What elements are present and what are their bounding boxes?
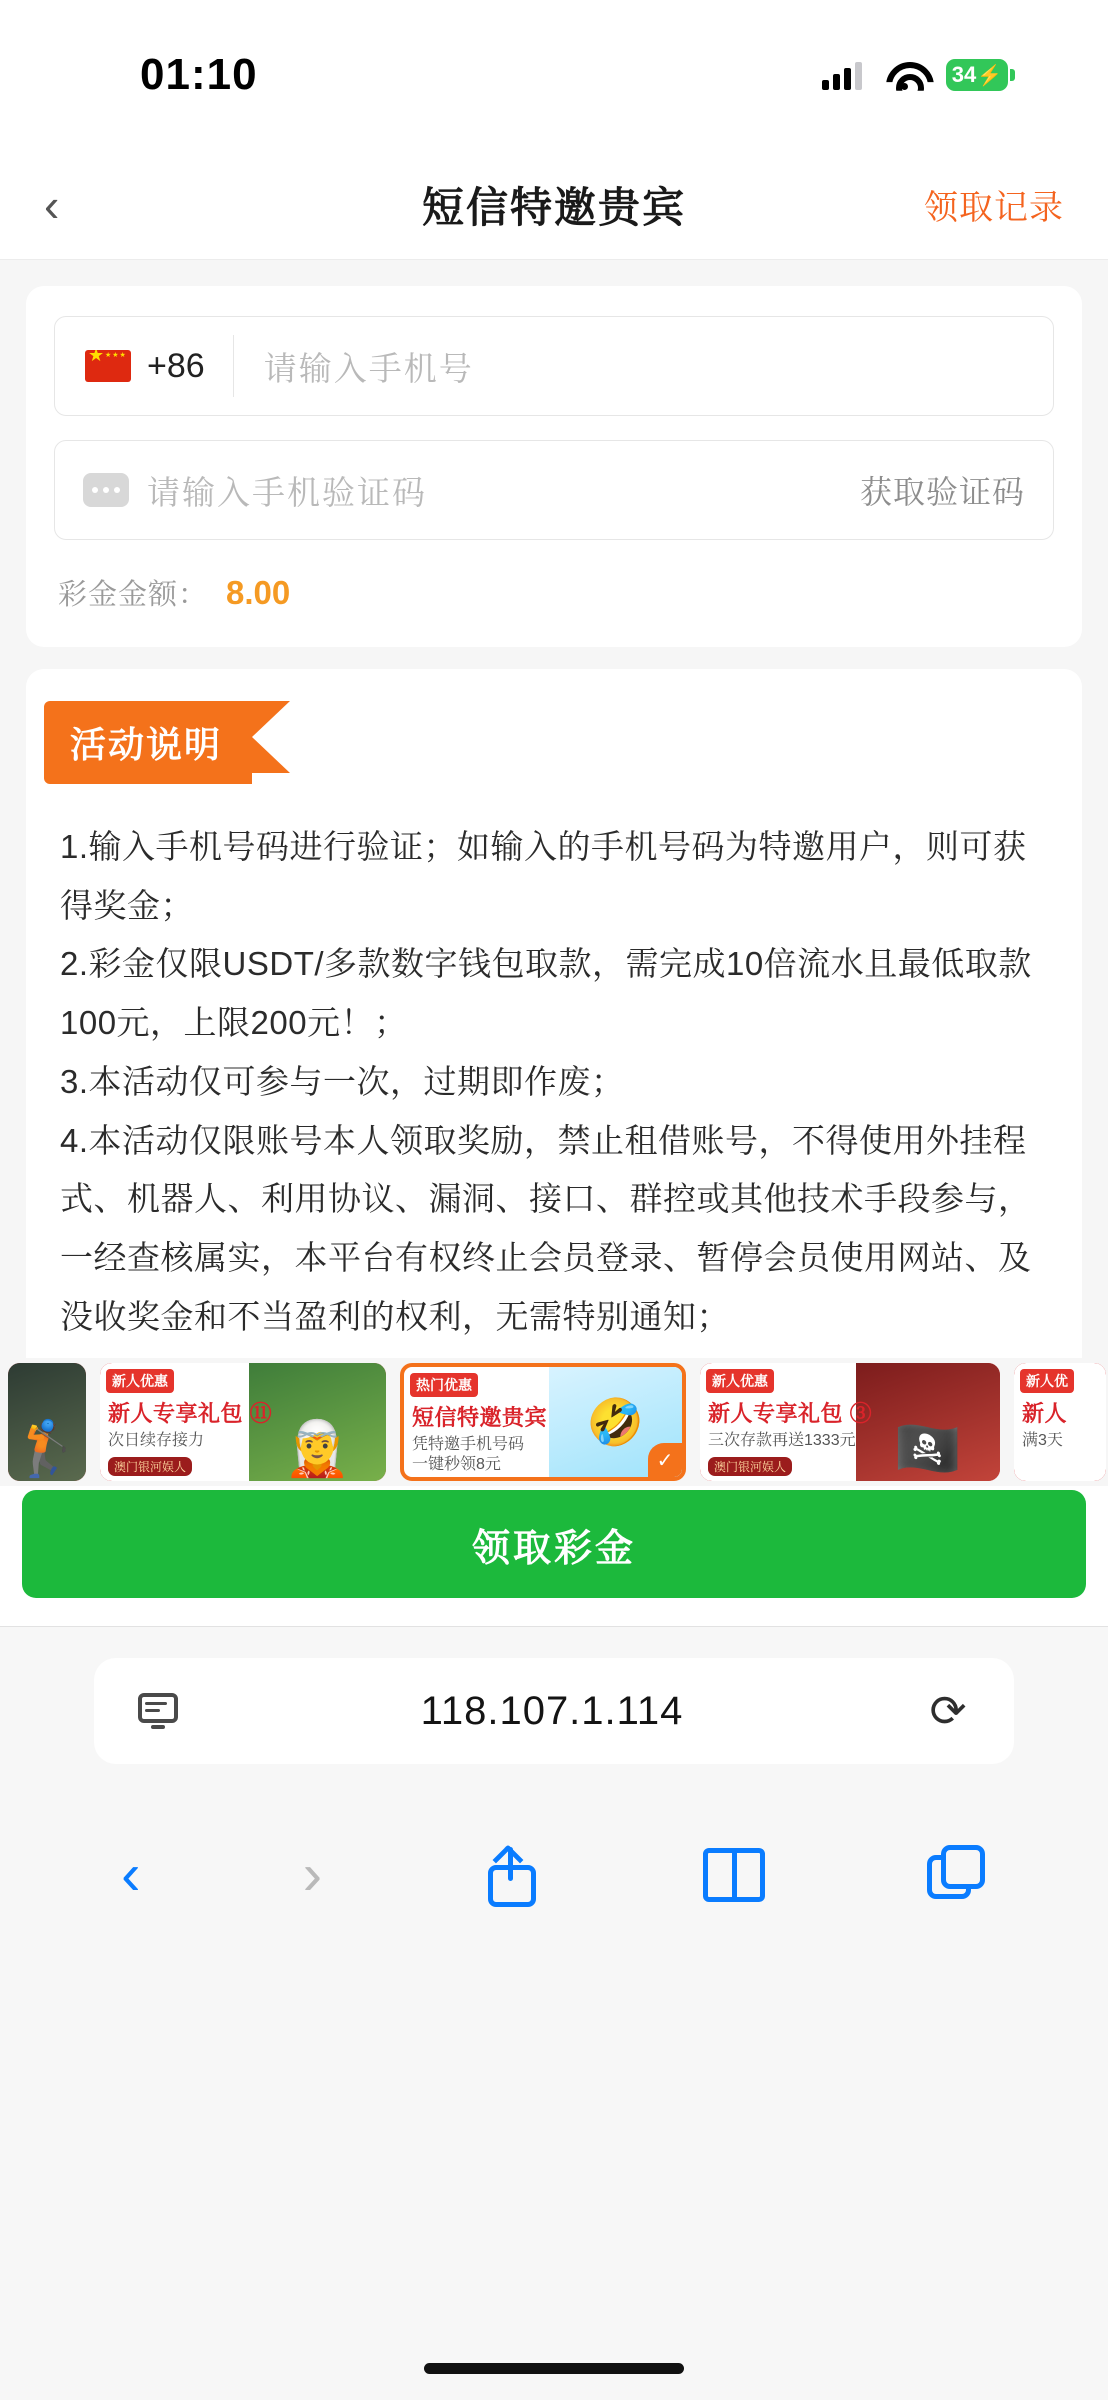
rule-item: 1.输入手机号码进行验证；如输入的手机号码为特邀用户，则可获得奖金； [60,828,1027,924]
page-title: 短信特邀贵宾 [421,183,686,231]
rules-heading: 活动说明 [44,701,252,784]
battery-icon [946,59,1008,91]
banner-artwork: 🧝 [249,1363,386,1481]
banner-subtitle-2: 一键秒领8元 [412,1456,501,1473]
list-item[interactable] [400,1363,686,1481]
banner-brand: 澳门银河娱人 [708,1457,792,1476]
banner-artwork: 🤣 [549,1367,682,1477]
bonus-amount-label: 彩金金额： [58,579,209,611]
battery-level-label: 34 [951,62,977,87]
get-code-button[interactable]: 获取验证码 [859,474,1025,510]
banner-tag: 新人优惠 [706,1369,774,1393]
url-text[interactable]: 118.107.1.114 [420,1688,684,1733]
banner-artwork: 🏴‍☠️ [856,1363,1000,1481]
reload-icon[interactable]: ⟳ [929,1686,967,1736]
rule-item: 3.本活动仅可参与一次，过期即作废； [60,1062,625,1100]
promo-banner-carousel[interactable] [0,1358,1108,1486]
status-indicators [822,59,1008,91]
back-button[interactable]: ‹ [44,178,60,231]
china-flag-icon [85,350,131,382]
browser-back-button[interactable]: ‹ [121,1842,141,1907]
browser-forward-button[interactable]: › [302,1842,323,1907]
verification-code-row[interactable] [54,440,1054,540]
browser-toolbar [0,1795,1108,1955]
cellular-signal-icon [822,60,862,90]
page-settings-icon[interactable] [132,1689,184,1733]
claim-records-link[interactable]: 领取记录 [924,189,1064,227]
banner-subtitle: 次日续存接力 [108,1432,205,1449]
bonus-amount-value: 8.00 [226,573,291,611]
banner-artwork: 🏌 [8,1363,86,1481]
banner-tag: 热门优惠 [410,1373,478,1397]
password-dots-icon [83,473,129,507]
banner-brand: 澳门银河娱人 [108,1457,192,1476]
country-code-selector[interactable] [55,335,234,397]
banner-title: 短信特邀贵宾 [412,1405,548,1430]
banner-tag: 新人优 [1020,1369,1074,1393]
country-code-label: +86 [147,346,205,385]
banner-title: 新人专享礼包 ③ [708,1401,873,1426]
wifi-icon [884,60,924,90]
tabs-icon[interactable] [927,1845,987,1905]
list-item[interactable] [100,1363,386,1481]
rule-item: 4.本活动仅限账号本人领取奖励，禁止租借账号，不得使用外挂程式、机器人、利用协议、漏洞、接口、群控或其他技术手段参与，一经查核属实，本平台有权终止会员登录、暂停会员使用网站、及没收奖金和不当盈利的权利，无需特别通知； [60,1121,1032,1335]
bonus-amount-row [54,572,1054,613]
page-content [0,260,1108,1358]
status-clock: 01:10 [140,50,258,99]
list-item[interactable] [700,1363,1000,1481]
rules-text [26,784,1082,1358]
list-item[interactable] [1014,1363,1106,1481]
rule-item: 2.彩金仅限USDT/多款数字钱包取款，需完成10倍流水且最低取款100元，上限200元！； [60,945,1032,1042]
claim-bonus-button[interactable]: 领取彩金 [22,1490,1086,1598]
status-bar [0,0,1108,150]
page-navbar [0,150,1108,260]
banner-subtitle: 三次存款再送1333元 [708,1432,856,1449]
banner-tag: 新人优惠 [106,1369,174,1393]
bookmarks-icon[interactable] [703,1848,765,1902]
home-indicator [424,2363,684,2374]
verification-code-input[interactable]: 请输入手机验证码 [147,473,427,511]
banner-subtitle: 满3天 [1022,1432,1063,1449]
browser-chrome [0,1626,1108,2400]
url-bar-container [0,1627,1108,1795]
phone-field-row[interactable] [54,316,1054,416]
rule-item [60,1347,1048,1358]
banner-subtitle: 凭特邀手机号码 [412,1436,525,1453]
banner-title: 新人专享礼包 ⑪ [108,1401,273,1426]
list-item[interactable] [8,1363,86,1481]
url-bar[interactable] [94,1658,1014,1764]
phone-verification-card [26,286,1082,647]
banner-title: 新人 [1022,1401,1068,1426]
phone-input[interactable]: 请输入手机号 [263,349,474,387]
selected-check-icon: ✓ [648,1443,682,1477]
charging-bolt-icon: ⚡ [977,64,1003,87]
share-icon[interactable] [484,1841,540,1909]
activity-rules-card [26,669,1082,1358]
